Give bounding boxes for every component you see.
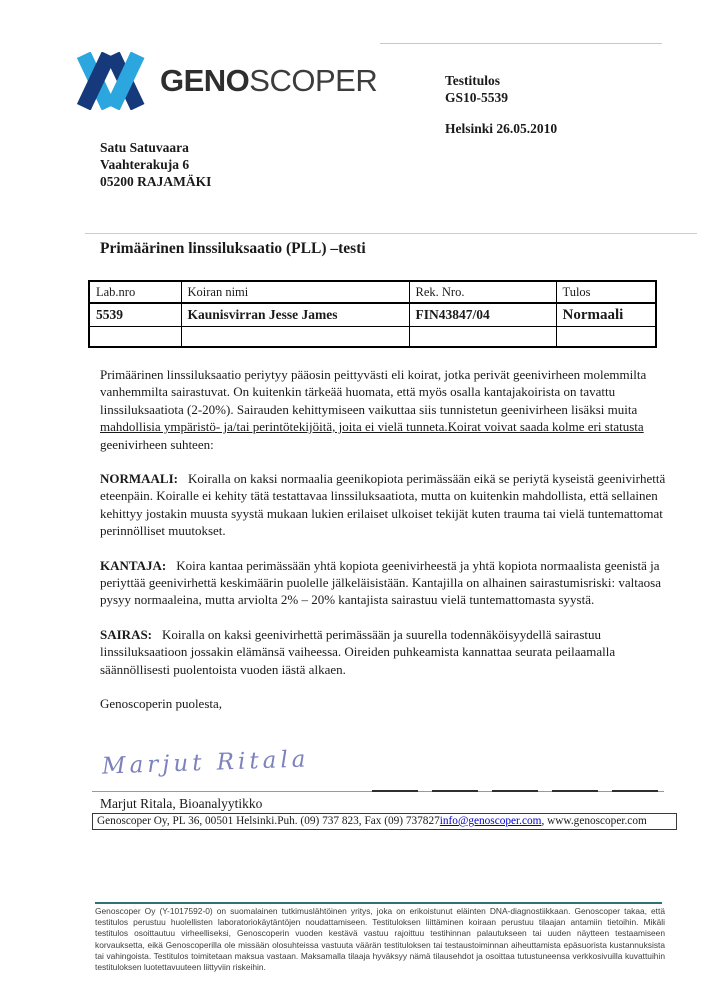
paragraph-intro [100, 366, 668, 453]
cell-lab-nro: 5539 [89, 303, 181, 327]
doc-number: GS10-5539 [445, 90, 509, 105]
recipient-street: Vaahterakuja 6 [100, 157, 190, 172]
status-text-sairas: Koiralla on kaksi geenivirhettä perimässään ja suurella todennäköisyydellä sairastuu linssiluksaatioon jossakin elämänsä vaiheessa. Oireiden puhkeamista kannattaa seurata peilaamalla säännöllisesti puolentoista vuoden iästä alkaen. [100, 626, 616, 677]
logo-text [160, 63, 377, 99]
page-title: Primäärinen linssiluksaatio (PLL) –testi [100, 240, 366, 257]
header-koiran-nimi: Koiran nimi [181, 281, 409, 303]
doc-type-label: Testitulos [445, 73, 501, 88]
recipient-name: Satu Satuvaara [100, 140, 189, 155]
intro-underlined-text: mahdollisia ympäristö- ja/tai perintötekijöitä, joita ei vielä tunneta.Koirat voivat saada kolme eri statusta [100, 419, 644, 435]
status-text-normaali: Koiralla on kaksi normaalia geenikopiota perimässään eikä se periytä kyseistä geenivirhettä eteenpäin. Koiralle ei kehity tätä testattavaa linssiluksaatiota, mutta on kuitenkin mahdollista, että sellainen kehittyy jostakin muusta syystä mukaan lukien erilaiset ulkoiset tekijät kuten trauma tai vielä tuntemattomat perinnölliset muutokset. [100, 471, 666, 539]
intro-text: Primäärinen linssiluksaatio periytyy pääosin peittyvästi eli koirat, jotka perivät geenivirheen molemmilta vanhemmilta sairastuvat. On kuitenkin tärkeää huomata, että myös osalla kantajakoirista on tavattu linssiluksaatiota (2-20%). Sairauden kehittymiseen vaikuttaa siis tunnistetun geenivirheen lisäksi muita [100, 367, 647, 417]
handwritten-signature: Marjut Ritala [101, 746, 310, 780]
empty-cell [409, 327, 556, 348]
recipient-city: 05200 RAJAMÄKI [100, 174, 212, 189]
logo-text-regular: SCOPER [249, 63, 378, 98]
document-meta [445, 72, 557, 137]
section-divider [85, 233, 697, 234]
closing-line: Genoscoperin puolesta, [100, 696, 223, 712]
paragraph-sairas [100, 626, 668, 678]
status-text-kantaja: Koira kantaa perimässään yhtä kopiota geenivirheestä ja yhtä kopiota normaalista geenistä ja periyttää geenivirhettä keskimäärin puolelle jälkeläisistään. Kantajilla on alhainen sairastumisriski: valtaosa pysyy normaaleina, mutta arviolta 2% – 20% kantajista sairastuu vielä tuntemattomasta syystä. [100, 557, 661, 608]
contact-text-after: , www.genoscoper.com [541, 815, 647, 827]
contact-text: Genoscoper Oy, PL 36, 00501 Helsinki.Puh. (09) 737 823, Fax (09) 737827 [97, 815, 440, 827]
intro-text-end: geenivirheen suhteen: [100, 436, 214, 452]
table-row [89, 303, 656, 327]
header-tulos: Tulos [556, 281, 656, 303]
recipient-address [100, 139, 211, 190]
table-row-empty [89, 327, 656, 348]
empty-cell [181, 327, 409, 348]
header-lab-nro: Lab.nro [89, 281, 181, 303]
paragraph-kantaja [100, 557, 668, 609]
signatory-name-title: Marjut Ritala, Bioanalyytikko [100, 796, 263, 811]
header-rek-nro: Rek. Nro. [409, 281, 556, 303]
status-label-kantaja: KANTAJA: [100, 557, 167, 573]
header-divider [380, 43, 662, 44]
place-date: Helsinki 26.05.2010 [445, 121, 558, 136]
company-logo [66, 52, 377, 110]
email-link[interactable]: info@genoscoper.com [439, 815, 542, 827]
letter-body [100, 366, 668, 730]
logo-text-bold: GENO [160, 63, 250, 98]
result-table [88, 280, 657, 348]
footer-disclaimer: Genoscoper Oy (Y-1017592-0) on suomalainen tutkimuslähtöinen yritys, joka on erikoistunut eläinten DNA-diagnostiikkaan. Genoscoper takaa, että testitulos perustuu huolellisten laboratoriokäytäntöjen noudattamiseen. Testituloksen liittäminen koiraan perustuu tilaajan antamiin tietoihin. Mikäli testitulos osoittautuu virheelliseksi, Genoscoperin vuoden kestävä vastuu rajoittuu testihinnan palautukseen tai uuden näytteen testaamiseen korvauksetta, eikä Genoscoperilla ole missään olosuhteissa vastuuta väärän testituloksen tai testaustoiminnan aiheuttamista epäsuorista kustannuksista tai vahingoista. Testitulos toimitetaan maksua vastaan. Maksamalla tilaaja hyväksyy nämä tilausehdot ja osoittaa tutustuneensa verkkosivuilla kuvattuihin testituloksen luotettavuuteen liittyviin riskeihin. [95, 906, 665, 973]
cell-tulos: Normaali [556, 303, 656, 327]
table-header-row [89, 281, 656, 303]
status-label-sairas: SAIRAS: [100, 626, 153, 642]
company-contact-box [92, 813, 677, 830]
empty-cell [89, 327, 181, 348]
genoscoper-double-x-icon [66, 52, 154, 110]
footer-divider [95, 902, 662, 904]
status-label-normaali: NORMAALI: [100, 471, 178, 487]
paragraph-normaali [100, 470, 668, 540]
empty-cell [556, 327, 656, 348]
cell-koiran-nimi: Kaunisvirran Jesse James [181, 303, 409, 327]
signature-rule-dark-segments [372, 790, 664, 792]
cell-rek-nro: FIN43847/04 [409, 303, 556, 327]
